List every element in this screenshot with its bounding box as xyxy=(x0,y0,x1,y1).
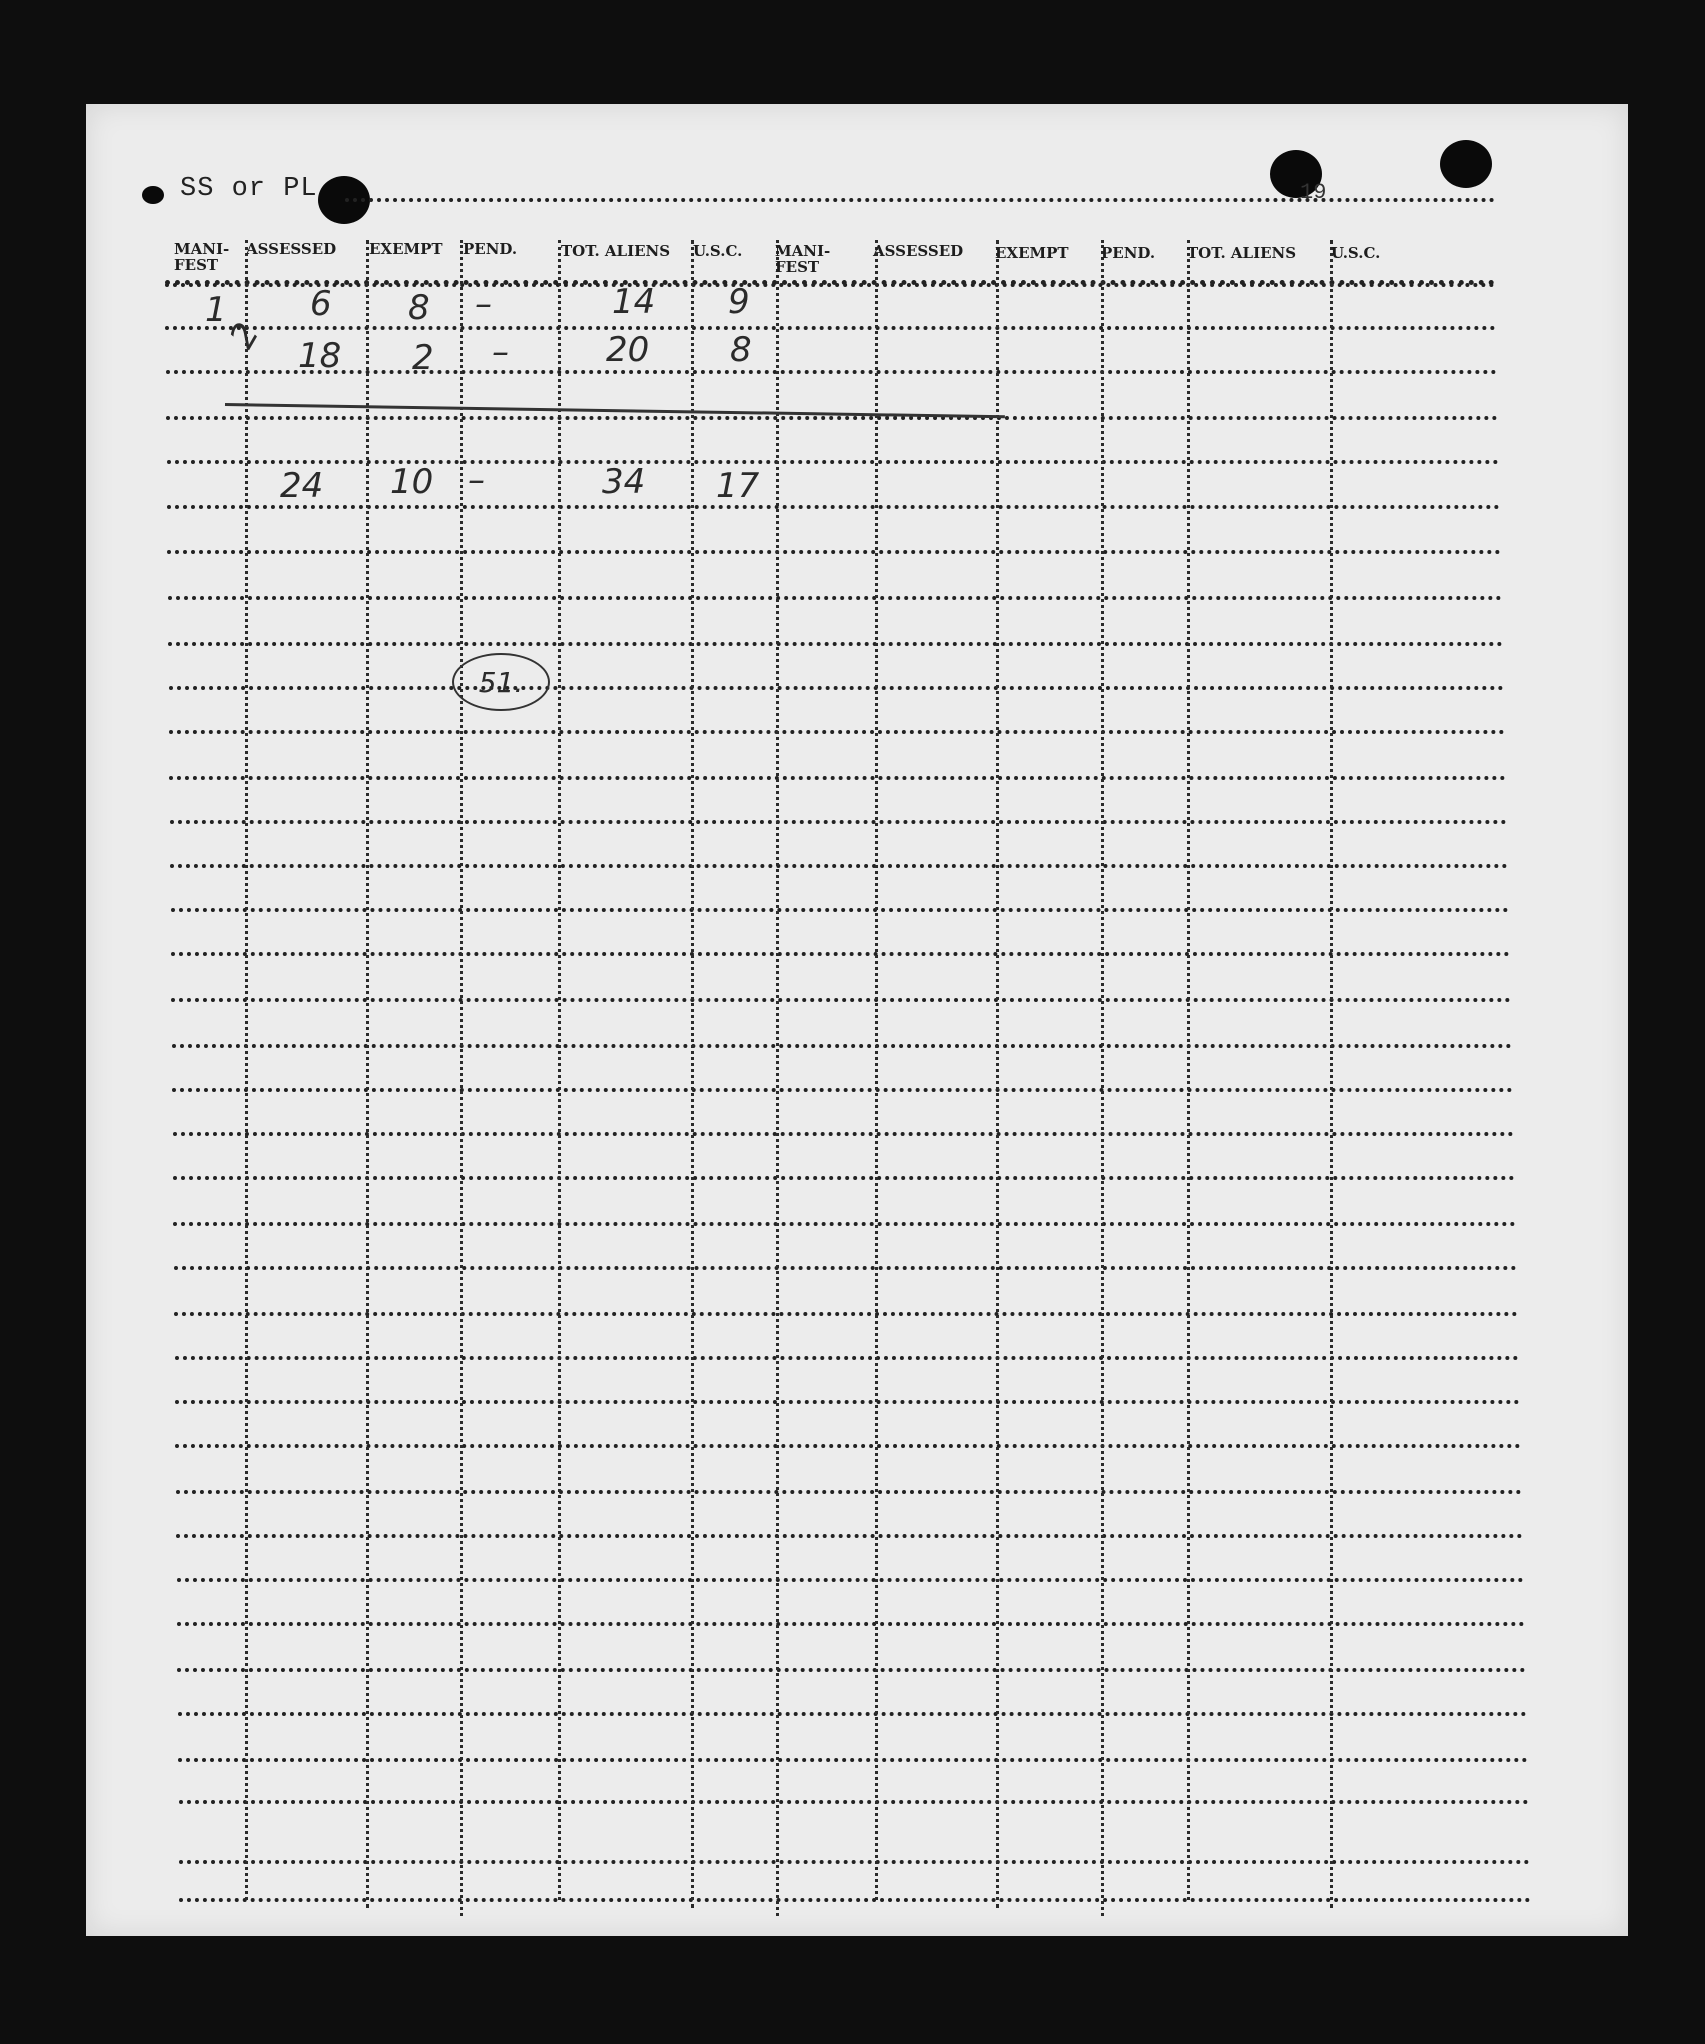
row-2-assessed: 18 xyxy=(298,336,342,376)
row-rule xyxy=(170,864,1508,868)
column-rule xyxy=(996,240,999,1908)
column-rule xyxy=(776,240,779,1916)
row-rule xyxy=(169,776,1506,780)
column-rule xyxy=(875,240,878,1900)
column-header-exempt: EXEMPT xyxy=(369,240,443,258)
header-rule xyxy=(345,198,1495,202)
row-rule xyxy=(178,1712,1527,1716)
row-rule xyxy=(169,730,1505,734)
column-header-assessed-2: ASSESSED xyxy=(873,242,964,260)
row-rule xyxy=(165,326,1496,330)
column-header-usc: U.S.C. xyxy=(693,242,743,260)
row-rule xyxy=(177,1622,1525,1626)
row-1-exempt: 8 xyxy=(408,288,430,328)
column-header-manifest: MANI- FEST xyxy=(174,240,230,274)
total-assessed: 24 xyxy=(280,466,324,506)
row-1-usc: 9 xyxy=(728,282,750,322)
row-1-assessed: 6 xyxy=(310,284,332,324)
row-2-exempt: 2 xyxy=(412,338,434,378)
column-header-pending: PEND. xyxy=(463,240,518,258)
total-aliens: 34 xyxy=(602,462,646,502)
punch-hole-corner xyxy=(142,186,164,204)
circled-grand-total: 51. xyxy=(452,653,550,711)
ship-or-port-label: SS or PL xyxy=(180,174,318,204)
row-rule xyxy=(177,1578,1524,1582)
column-rule xyxy=(691,240,694,1908)
form-sheet xyxy=(86,104,1628,1936)
row-rule xyxy=(178,1758,1528,1762)
column-header-exempt-2: EXEMPT xyxy=(995,244,1069,262)
column-rule xyxy=(366,240,369,1908)
row-rule xyxy=(173,1222,1516,1226)
row-1-total-aliens: 14 xyxy=(612,282,656,322)
column-header-pending-2: PEND. xyxy=(1101,244,1156,262)
row-2-usc: 8 xyxy=(730,330,752,370)
row-rule xyxy=(172,1088,1513,1092)
column-rule xyxy=(1330,240,1333,1908)
column-rule xyxy=(1187,240,1190,1900)
column-rule xyxy=(460,240,463,1916)
column-rule xyxy=(245,240,248,1900)
row-rule xyxy=(179,1860,1530,1864)
row-rule xyxy=(179,1898,1531,1902)
row-rule xyxy=(170,820,1507,824)
column-header-assessed: ASSESSED xyxy=(246,240,337,258)
row-2-manifest: 2 xyxy=(222,316,268,355)
row-rule xyxy=(174,1312,1518,1316)
row-rule xyxy=(175,1356,1519,1360)
bleed-through-text xyxy=(620,1060,638,1090)
column-header-manifest-2: MANI- FEST xyxy=(775,242,831,276)
year-label: 19 xyxy=(1300,180,1327,205)
row-rule xyxy=(172,1044,1512,1048)
column-header-rule xyxy=(165,280,1495,285)
column-rule xyxy=(558,240,561,1900)
column-rule xyxy=(1101,240,1104,1916)
row-rule xyxy=(171,908,1509,912)
row-rule xyxy=(169,686,1504,690)
column-header-total-aliens-2: TOT. ALIENS xyxy=(1187,244,1297,262)
column-header-total-aliens: TOT. ALIENS xyxy=(561,242,671,260)
row-rule xyxy=(171,998,1511,1002)
punch-hole-right-b xyxy=(1440,140,1492,188)
total-usc: 17 xyxy=(716,466,760,506)
row-rule xyxy=(173,1132,1514,1136)
column-header-usc-2: U.S.C. xyxy=(1331,244,1381,262)
total-pending: – xyxy=(468,460,485,500)
row-rule xyxy=(176,1490,1522,1494)
total-exempt: 10 xyxy=(390,462,434,502)
row-rule xyxy=(174,1266,1517,1270)
row-rule xyxy=(177,1668,1526,1672)
row-rule xyxy=(175,1400,1520,1404)
row-1-manifest: 1 xyxy=(205,290,227,330)
row-2-total-aliens: 20 xyxy=(606,330,650,370)
row-rule xyxy=(176,1534,1523,1538)
row-rule xyxy=(173,1176,1515,1180)
row-1-pending: – xyxy=(475,284,492,324)
row-rule xyxy=(179,1800,1529,1804)
row-rule xyxy=(171,952,1510,956)
row-rule xyxy=(175,1444,1521,1448)
row-2-pending: – xyxy=(492,332,509,372)
